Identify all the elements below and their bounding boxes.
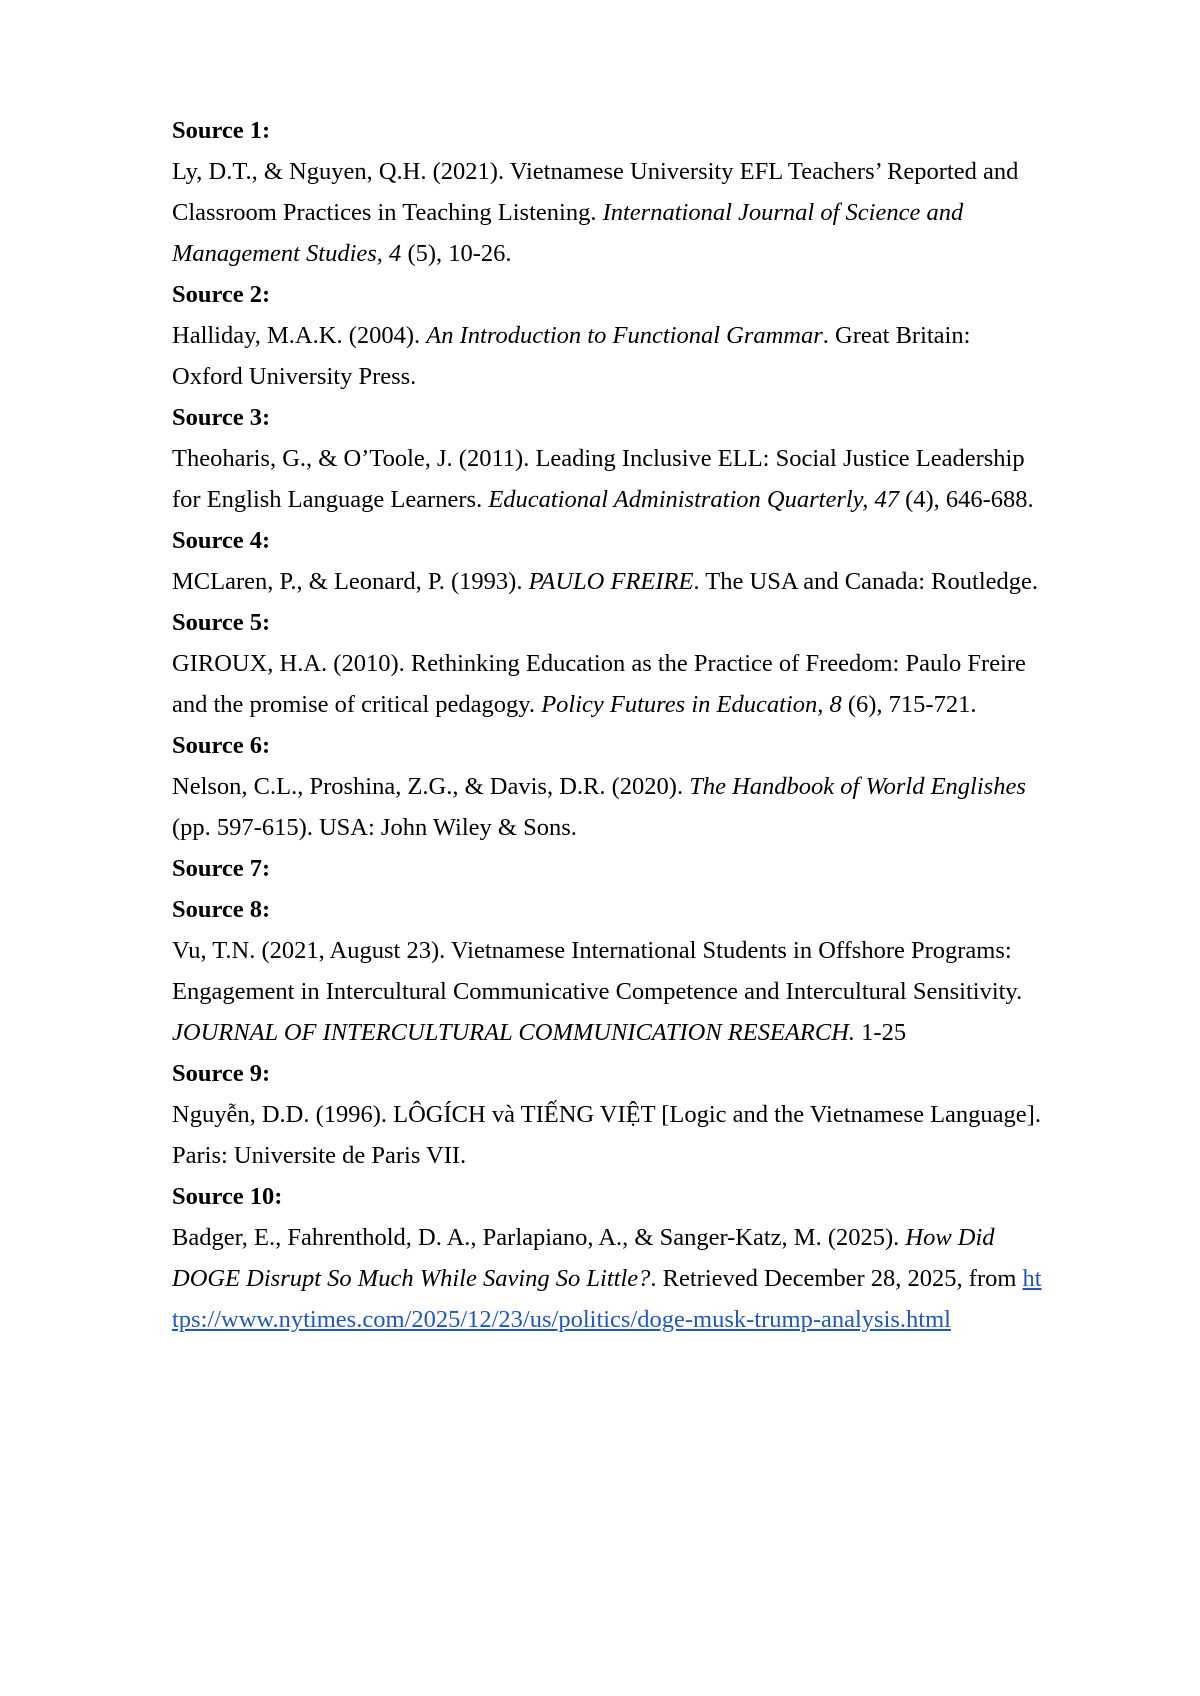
citation-text (172, 1217, 1042, 1340)
citation-segment: (6), 715-721. (841, 691, 977, 718)
citation-segment: Vu, T.N. (2021, August 23). Vietnamese International Students in Offshore Programs: Engagement in Intercultural Communicative Competence and Intercultural Sensitivity. (172, 937, 1023, 1005)
source-heading: Source 7: (172, 855, 271, 882)
citation-italic-segment: JOURNAL OF INTERCULTURAL COMMUNICATION RESEARCH. (172, 1019, 856, 1046)
citation-segment: GIROUX, H.A. (2010). Rethinking Education as the Practice of Freedom: Paulo Freire and the promise of critical pedagogy. (172, 650, 1026, 718)
source-block (172, 602, 1042, 725)
citation-segment: . The USA and Canada: Routledge. (693, 568, 1039, 595)
citation-text (172, 561, 1042, 602)
citation-segment: (pp. 597-615). USA: John Wiley & Sons. (172, 814, 577, 841)
citation-text (172, 643, 1042, 725)
source-heading: Source 8: (172, 896, 271, 923)
citation-segment: . Great Britain: Oxford University Press. (172, 322, 971, 390)
source-heading: Source 6: (172, 732, 271, 759)
source-heading: Source 1: (172, 117, 271, 144)
citation-italic-segment: Policy Futures in Education, 8 (541, 691, 842, 718)
citation-text (172, 766, 1042, 848)
source-block (172, 274, 1042, 397)
source-block (172, 725, 1042, 848)
source-block (172, 889, 1042, 1053)
source-heading: Source 3: (172, 404, 271, 431)
citation-segment: MCLaren, P., & Leonard, P. (1993). (172, 568, 529, 595)
source-block (172, 520, 1042, 602)
reference-list (172, 110, 1042, 1340)
source-block (172, 1053, 1042, 1176)
source-block (172, 848, 1042, 889)
source-heading: Source 9: (172, 1060, 271, 1087)
citation-italic-segment: International Journal of Science and Management Studies, 4 (172, 199, 964, 267)
citation-text (172, 315, 1042, 397)
citation-segment: 1-25 (855, 1019, 907, 1046)
citation-segment: (5), 10-26. (401, 240, 512, 267)
citation-segment: Nelson, C.L., Proshina, Z.G., & Davis, D.R. (2020). (172, 773, 690, 800)
source-heading: Source 4: (172, 527, 271, 554)
citation-segment: Theoharis, G., & O’Toole, J. (2011). Leading Inclusive ELL: Social Justice Leadership for English Language Learners. (172, 445, 1025, 513)
citation-italic-segment: Educational Administration Quarterly, 47 (488, 486, 899, 513)
citation-segment: Nguyễn, D.D. (1996). LÔGÍCH và TIẾNG VIỆT [Logic and the Vietnamese Language]. Paris: Universite de Paris VII. (172, 1101, 1041, 1169)
citation-segment: . Retrieved December 28, 2025, from (650, 1265, 1023, 1292)
citation-italic-segment: The Handbook of World Englishes (689, 773, 1026, 800)
citation-link[interactable]: https://www.nytimes.com/2025/12/23/us/politics/doge-musk-trump-analysis.html (172, 1265, 1042, 1333)
citation-italic-segment: How Did DOGE Disrupt So Much While Saving So Little? (172, 1224, 995, 1292)
source-block (172, 1176, 1042, 1340)
source-heading: Source 10: (172, 1183, 283, 1210)
citation-segment: (4), 646-688. (898, 486, 1034, 513)
citation-italic-segment: An Introduction to Functional Grammar (426, 322, 823, 349)
source-heading: Source 2: (172, 281, 271, 308)
source-block (172, 397, 1042, 520)
citation-segment: Ly, D.T., & Nguyen, Q.H. (2021). Vietnamese University EFL Teachers’ Reported and Classroom Practices in Teaching Listening. (172, 158, 1019, 226)
citation-text (172, 1094, 1042, 1176)
citation-italic-segment: PAULO FREIRE (528, 568, 694, 595)
source-heading: Source 5: (172, 609, 271, 636)
citation-text (172, 151, 1042, 274)
citation-text (172, 930, 1042, 1053)
citation-segment: Halliday, M.A.K. (2004). (172, 322, 427, 349)
sources-container (172, 110, 1042, 1340)
citation-segment: Badger, E., Fahrenthold, D. A., Parlapiano, A., & Sanger-Katz, M. (2025). (172, 1224, 906, 1251)
citation-text (172, 438, 1042, 520)
source-block (172, 110, 1042, 274)
